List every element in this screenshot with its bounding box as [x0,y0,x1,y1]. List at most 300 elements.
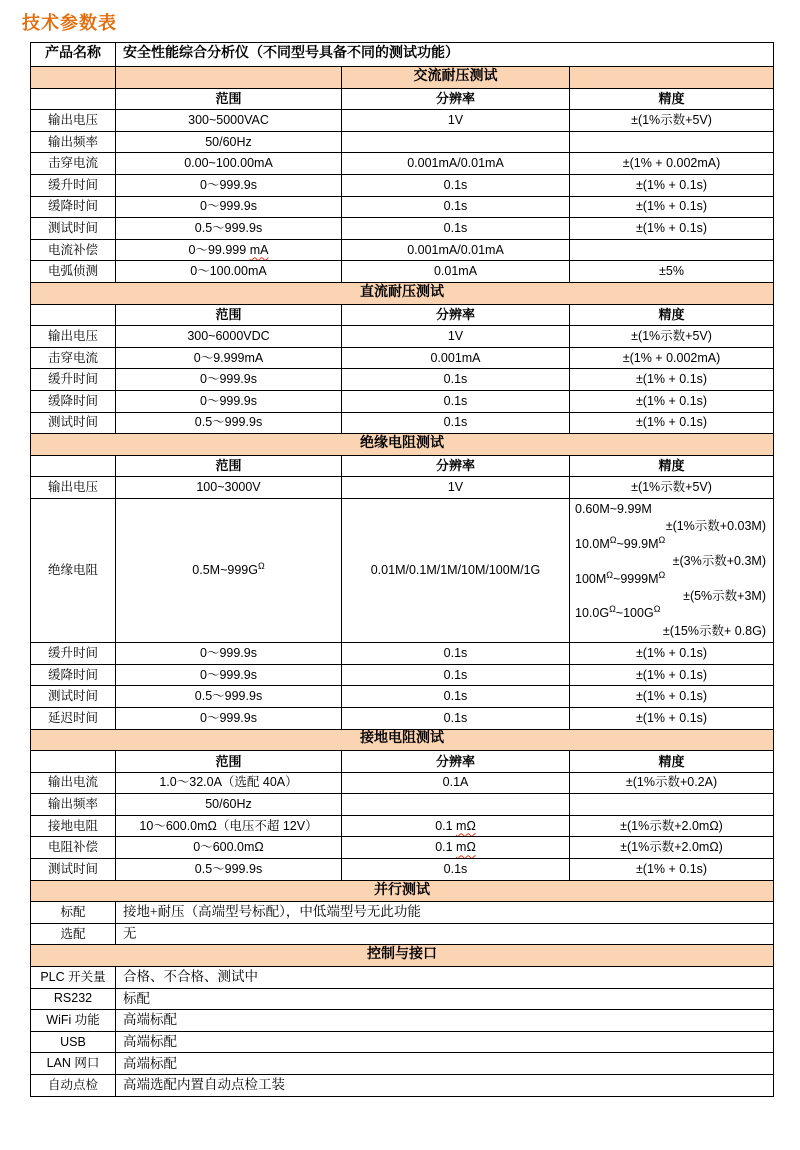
text-segment: ±(1% + 0.002mA) [622,350,721,365]
precision-accuracy-line [575,518,768,535]
row-label [31,1010,116,1032]
row-label [31,196,116,218]
page-title: 技术参数表 [22,13,117,33]
precision-cell [570,794,774,816]
section-header-row [31,434,774,456]
text-segment: 0～999.9s [200,372,257,387]
table-row [31,326,774,348]
row-label [31,923,116,945]
precision-cell [570,153,774,175]
precision-cell [570,326,774,348]
resolution-cell [342,218,570,240]
column-header-spacer [31,304,116,326]
text-segment: 0.1s [443,710,468,725]
table-row [31,967,774,989]
text-segment: 高端标配 [123,1034,177,1050]
precision-cell [570,477,774,499]
value-cell [116,967,774,989]
table-row [31,1053,774,1075]
table-row [31,261,774,283]
text-segment: 0.00~100.00mA [184,156,273,171]
text-segment: 电弧侦测 [47,264,98,279]
text-segment: 0.1s [443,177,468,192]
text-segment: 0.1s [443,220,468,235]
range-cell [116,153,342,175]
text-segment: 交流耐压测试 [413,68,498,84]
precision-cell [570,390,774,412]
text-segment: ±(1%示数+5V) [631,328,712,343]
table-row [31,498,774,642]
text-segment: 测试时间 [47,220,98,235]
section-header-row [31,67,774,89]
column-header-resolution [342,751,570,773]
resolution-cell [342,153,570,175]
text-segment: 0～600.0mΩ [193,840,264,855]
text-segment: ±(15%示数+ 0.8G) [662,623,766,638]
column-header-resolution [342,455,570,477]
row-label [31,1075,116,1097]
text-segment: 精度 [658,458,685,474]
row-label [31,261,116,283]
text-segment: RS232 [53,991,93,1006]
text-segment: 输出电压 [47,112,98,127]
text-segment: 无 [123,926,137,942]
table-row [31,643,774,665]
text-segment: 分辨率 [435,458,475,474]
text-segment: 绝缘电阻测试 [360,435,444,451]
text-segment: ~100G [615,606,654,621]
precision-cell [570,174,774,196]
resolution-cell [342,643,570,665]
resolution-cell [342,131,570,153]
text-segment: 选配 [60,926,86,941]
range-cell [116,772,342,794]
section-header-row [31,729,774,751]
text-segment: ±(1% + 0.1s) [635,710,708,725]
row-label [31,664,116,686]
text-segment: Ω [257,560,265,571]
column-header-precision [570,751,774,773]
text-segment: 0.1s [443,667,468,682]
text-segment: 标配 [123,990,150,1006]
text-segment: 安全性能综合分析仪（不同型号具备不同的测试功能） [123,46,459,62]
column-header-range [116,751,342,773]
text-segment: 1V [447,112,464,127]
text-segment: 100M [575,571,607,586]
text-segment: 0.1s [443,372,468,387]
column-header-spacer [31,751,116,773]
text-segment: 标配 [60,905,86,920]
table-row [31,218,774,240]
text-segment: 缓降时间 [47,393,98,408]
text-segment: 0.01M/0.1M/1M/10M/100M/1G [370,563,541,577]
table-row [31,390,774,412]
text-segment: 1V [447,328,464,343]
row-label [31,815,116,837]
precision-cell [570,772,774,794]
row-label [31,326,116,348]
text-segment: ±(1%示数+0.03M) [665,519,766,534]
text-segment: Ω [609,534,617,545]
range-cell [116,643,342,665]
row-label [31,347,116,369]
text-segment: 产品名称 [45,46,101,62]
section-spacer [116,67,342,89]
table-row [31,902,774,924]
row-label [31,707,116,729]
table-row [31,110,774,132]
precision-cell [570,412,774,434]
resolution-cell [342,326,570,348]
section-title [31,434,774,456]
row-label [31,794,116,816]
text-segment: ±(3%示数+0.3M) [672,554,766,569]
resolution-cell [342,837,570,859]
text-segment: ±(1% + 0.1s) [635,199,708,214]
value-cell [116,988,774,1010]
text-segment: 0～99.999 [188,242,250,257]
text-segment: 1V [447,480,464,495]
row-label [31,369,116,391]
text-segment: 高端标配 [123,1012,177,1028]
text-segment: LAN 网口 [46,1056,100,1071]
table-row [31,131,774,153]
text-segment: 300~5000VAC [188,112,269,127]
precision-cell [570,261,774,283]
resolution-cell [342,239,570,261]
resolution-cell [342,815,570,837]
text-segment: 测试时间 [47,689,98,704]
precision-cell [570,347,774,369]
table-row [31,369,774,391]
precision-cell [570,369,774,391]
row-label [31,174,116,196]
column-header-precision [570,304,774,326]
text-segment: 缓降时间 [47,199,98,214]
table-row [31,1010,774,1032]
text-segment: 缓降时间 [47,667,98,682]
resolution-cell [342,412,570,434]
precision-cell [570,707,774,729]
precision-cell [570,837,774,859]
range-cell [116,707,342,729]
text-segment: Ω [658,534,666,545]
text-segment: ±(1% + 0.1s) [635,177,708,192]
text-segment: 0～999.9s [200,199,257,214]
text-segment: ±5% [659,264,684,279]
text-segment: 10.0G [575,606,610,621]
section-header-row [31,945,774,967]
text-segment: 精度 [658,753,685,769]
column-header-spacer [31,455,116,477]
table-row [31,815,774,837]
column-header-range [116,88,342,110]
text-segment: 高端选配内置自动点检工装 [123,1077,285,1093]
row-label [31,153,116,175]
spec-table [30,42,774,1097]
table-row [31,174,774,196]
resolution-cell [342,174,570,196]
resolution-cell [342,498,570,642]
text-segment: 0.5M~999G [192,563,258,577]
text-segment: 输出频率 [47,134,98,149]
resolution-cell [342,196,570,218]
text-segment: 输出电压 [47,480,98,495]
text-segment: 高端标配 [123,1055,177,1071]
table-row [31,707,774,729]
column-header-row [31,304,774,326]
column-header-row [31,455,774,477]
text-segment: 直流耐压测试 [360,284,444,300]
resolution-cell [342,347,570,369]
table-row [31,1075,774,1097]
range-cell [116,196,342,218]
column-header-resolution [342,88,570,110]
text-segment: 击穿电流 [47,156,98,171]
text-segment: PLC 开关量 [40,969,106,984]
text-segment: 0.1s [443,393,468,408]
row-label [31,390,116,412]
text-segment: ±(1% + 0.1s) [635,220,708,235]
column-header-precision [570,455,774,477]
row-label [31,131,116,153]
resolution-cell [342,664,570,686]
row-label [31,967,116,989]
text-segment: 0～9.999mA [193,350,264,365]
row-label [31,218,116,240]
text-segment: 300~6000VDC [187,328,270,343]
text-segment: 输出电流 [47,775,98,790]
text-segment: 0.60M~9.99M [575,501,652,516]
column-header-precision [570,88,774,110]
range-cell [116,477,342,499]
section-title [31,282,774,304]
row-label [31,477,116,499]
column-header-resolution [342,304,570,326]
text-segment: 0～999.9s [200,177,257,192]
resolution-cell [342,390,570,412]
table-row [31,664,774,686]
column-header-spacer [31,88,116,110]
text-segment: 测试时间 [47,861,98,876]
spellcheck-flagged-text: mΩ [456,840,476,855]
row-label [31,239,116,261]
text-segment: ±(1% + 0.1s) [635,689,708,704]
text-segment: ±(1% + 0.1s) [635,861,708,876]
text-segment: USB [60,1034,86,1049]
column-header-range [116,304,342,326]
resolution-cell [342,110,570,132]
text-segment: 自动点检 [47,1077,98,1092]
text-segment: 0.001mA [430,350,481,365]
text-segment: 延迟时间 [47,710,98,725]
text-segment: 10.0M [575,536,610,551]
section-spacer [31,67,116,89]
text-segment: 绝缘电阻 [47,563,98,577]
precision-cell [570,859,774,881]
text-segment: 0.1s [443,199,468,214]
range-cell [116,218,342,240]
text-segment: 精度 [658,307,685,323]
precision-cell [570,664,774,686]
text-segment: 精度 [658,91,685,107]
text-segment: ±(1% + 0.1s) [635,667,708,682]
range-cell [116,347,342,369]
resolution-cell [342,859,570,881]
text-segment: 0.1s [443,645,468,660]
range-cell [116,837,342,859]
text-segment: 0.5～999.9s [194,220,263,235]
table-row [31,1031,774,1053]
row-label [31,110,116,132]
value-cell [116,1031,774,1053]
value-cell [116,1075,774,1097]
row-label [31,498,116,642]
precision-cell [570,815,774,837]
text-segment: 0～999.9s [200,393,257,408]
text-segment: Ω [658,569,666,580]
section-title [342,67,570,89]
text-segment: ~9999M [613,571,659,586]
text-segment: 0.001mA/0.01mA [407,242,504,257]
text-segment: 0.01mA [433,264,478,279]
text-segment: 0.5～999.9s [194,861,263,876]
text-segment: ±(5%示数+3M) [683,588,766,603]
table-row [31,988,774,1010]
text-segment: 缓升时间 [47,645,98,660]
precision-range-line [575,571,768,588]
text-segment: ±(1% + 0.1s) [635,645,708,660]
resolution-cell [342,261,570,283]
range-cell [116,498,342,642]
row-label [31,643,116,665]
text-segment: 测试时间 [47,415,98,430]
text-segment: 50/60Hz [205,797,252,812]
text-segment: 分辨率 [435,753,475,769]
precision-range-line [575,501,768,518]
resolution-cell [342,772,570,794]
resolution-cell [342,707,570,729]
table-row [31,477,774,499]
text-segment: 击穿电流 [47,350,98,365]
product-name-value [116,43,774,67]
text-segment: 10～600.0mΩ（电压不超 12V） [139,818,318,833]
text-segment: ±(1%示数+2.0mΩ) [620,840,723,855]
precision-cell [570,196,774,218]
precision-accuracy-line [575,588,768,605]
text-segment: 50/60Hz [205,134,252,149]
spec-table-body [31,43,774,1097]
text-segment: 0.1s [443,689,468,704]
row-label [31,1053,116,1075]
precision-cell [570,110,774,132]
row-label [31,1031,116,1053]
spellcheck-flagged-text: mA [249,242,269,257]
text-segment: ±(1% + 0.002mA) [622,156,721,171]
text-segment: 范围 [215,307,242,323]
table-row [31,859,774,881]
text-segment: 接地电阻 [47,818,98,833]
product-name-label [31,43,116,67]
column-header-row [31,88,774,110]
precision-cell [570,498,774,642]
text-segment: 0.1A [442,775,469,790]
section-header-row [31,880,774,902]
text-segment: ±(1%示数+0.2A) [625,775,718,790]
row-label [31,837,116,859]
text-segment: ±(1%示数+5V) [631,480,712,495]
range-cell [116,412,342,434]
text-segment: 范围 [215,753,242,769]
precision-cell [570,686,774,708]
text-segment: Ω [606,569,614,580]
text-segment: 并行测试 [374,882,430,898]
row-label [31,772,116,794]
text-segment: 合格、不合格、测试中 [123,969,258,985]
text-segment: 接地+耐压（高端型号标配），中低端型号无此功能 [123,904,421,920]
text-segment: 0.5～999.9s [194,415,263,430]
product-name-row [31,43,774,67]
text-segment: ±(1%示数+5V) [631,112,712,127]
section-title [31,880,774,902]
spellcheck-flagged-text: mΩ [456,818,476,833]
text-segment: 电流补偿 [47,242,98,257]
table-row [31,239,774,261]
text-segment: 0～999.9s [200,710,257,725]
text-segment: Ω [609,604,616,615]
row-label [31,412,116,434]
text-segment: WiFi 功能 [46,1013,100,1028]
table-row [31,153,774,175]
precision-cell [570,218,774,240]
text-segment: 0.1s [443,861,468,876]
table-row [31,837,774,859]
text-segment: 分辨率 [435,91,475,107]
table-row [31,196,774,218]
range-cell [116,369,342,391]
text-segment: 分辨率 [435,307,475,323]
resolution-cell [342,369,570,391]
text-segment: 缓升时间 [47,372,98,387]
row-label [31,988,116,1010]
range-cell [116,239,342,261]
value-cell [116,923,774,945]
range-cell [116,131,342,153]
text-segment: ±(1%示数+2.0mΩ) [620,818,723,833]
column-header-row [31,751,774,773]
row-label [31,902,116,924]
resolution-cell [342,794,570,816]
text-segment: 0.5～999.9s [194,689,263,704]
table-row [31,794,774,816]
precision-range-line [575,536,768,553]
table-row [31,686,774,708]
table-row [31,772,774,794]
range-cell [116,174,342,196]
range-cell [116,794,342,816]
text-segment: 输出电压 [47,328,98,343]
value-cell [116,1053,774,1075]
column-header-range [116,455,342,477]
text-segment: 0.001mA/0.01mA [407,156,504,171]
table-row [31,347,774,369]
section-title [31,729,774,751]
text-segment: 0～999.9s [200,667,257,682]
precision-cell [570,643,774,665]
range-cell [116,686,342,708]
section-header-row [31,282,774,304]
row-label [31,686,116,708]
